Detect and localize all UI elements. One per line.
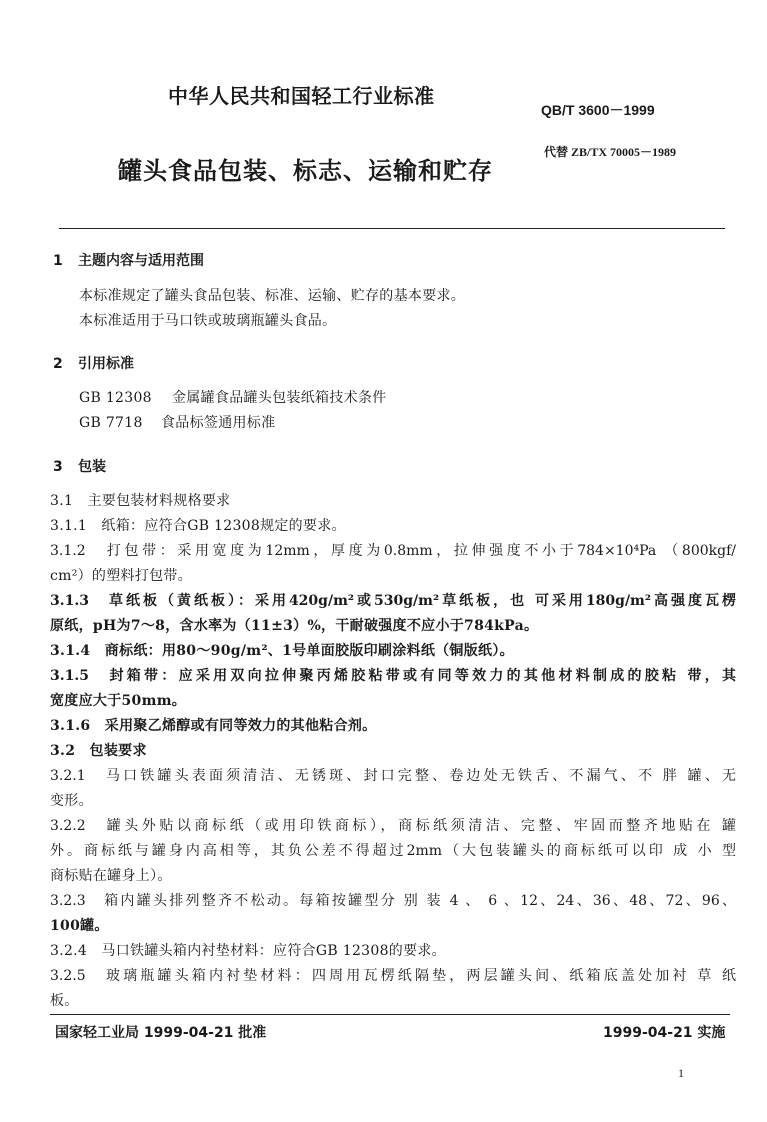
document-title: 罐头食品包装、标志、运输和贮存 <box>118 157 493 185</box>
section-2-title: 引用标准 <box>78 356 134 372</box>
clause-3-2-1-line-1: 3.2.1 马口铁罐头表面须清洁、无锈斑、封口完整、卷边处无铁舌、不漏气、不 胖 罐、无 <box>50 768 736 784</box>
reference-code: GB 12308 <box>79 390 152 406</box>
clause-3-2-4: 3.2.4 马口铁罐头箱内衬垫材料：应符合GB 12308的要求。 <box>50 943 446 959</box>
clause-3-2-2-line-3: 商标贴在罐身上）。 <box>50 868 172 884</box>
clause-3-2-5-line-2: 板。 <box>50 993 79 1009</box>
clause-3-2-heading: 3.2 包装要求 <box>50 743 147 759</box>
clause-3-1-3-line-2: 原纸，pH为7～8，含水率为（11±3）%，干耐破强度不应小于784kPa。 <box>50 618 539 634</box>
issuing-authority-title: 中华人民共和国轻工行业标准 <box>168 84 435 108</box>
clause-3-2-1-line-2: 变形。 <box>50 793 93 809</box>
clause-3-1-3-line-1: 3.1.3 草纸板（黄纸板）：采用420g/m²或530g/m²草纸板，也 可采用180g/m²高强度瓦楞 <box>50 593 736 609</box>
section-1-paragraph-1: 本标准规定了罐头食品包装、标准、运输、贮存的基本要求。 <box>79 288 466 304</box>
clause-3-1-6: 3.1.6 采用聚乙烯醇或有同等效力的其他粘合剂。 <box>50 718 377 734</box>
replaces-standard: 代替 ZB/TX 70005－1989 <box>544 145 677 159</box>
reference-code: GB 7718 <box>79 415 143 431</box>
section-3-number: 3 <box>53 459 63 475</box>
section-2-heading <box>53 353 134 373</box>
page-number: 1 <box>678 1066 684 1080</box>
clause-3-1-2-line-2: cm²）的塑料打包带。 <box>50 568 193 584</box>
section-2-number: 2 <box>53 356 63 372</box>
section-1-heading <box>53 250 204 270</box>
clause-3-1-4: 3.1.4 商标纸：用80～90g/m²、1号单面胶版印刷涂料纸（铜版纸）。 <box>50 643 514 659</box>
clause-3-1-5-line-2: 宽度应大于50mm。 <box>50 693 187 709</box>
clause-3-2-2-line-2: 外。商标纸与罐身内高相等，其负公差不得超过2mm（大包装罐头的商标纸可以印 成 小 型 <box>50 843 736 859</box>
reference-title: 食品标签通用标准 <box>161 415 276 431</box>
section-3-title: 包装 <box>78 459 106 475</box>
section-1-paragraph-2: 本标准适用于马口铁或玻璃瓶罐头食品。 <box>79 313 337 329</box>
clause-3-2-3-line-2: 100罐。 <box>50 918 109 934</box>
standard-code: QB/T 3600－1999 <box>541 102 655 118</box>
reference-item <box>79 387 387 407</box>
section-3-heading <box>53 456 106 476</box>
clause-3-2-5-line-1: 3.2.5 玻璃瓶罐头箱内衬垫材料：四周用瓦楞纸隔垫，两层罐头间、纸箱底盖处加衬 草 纸 <box>50 968 736 984</box>
approval-statement: 国家轻工业局 1999-04-21 批准 <box>55 1025 267 1041</box>
clause-3-1-2-line-1: 3.1.2 打包带：采用宽度为12mm，厚度为0.8mm，拉伸强度不小于784×10⁴Pa （800kgf/ <box>50 543 736 559</box>
clause-3-2-2-line-1: 3.2.2 罐头外贴以商标纸（或用印铁商标），商标纸须清洁、完整、牢固而整齐地贴在 罐 <box>50 818 736 834</box>
clause-3-1-heading: 3.1 主要包装材料规格要求 <box>50 493 231 509</box>
clause-3-1-1: 3.1.1 纸箱：应符合GB 12308规定的要求。 <box>50 518 346 534</box>
footer-divider <box>50 1014 730 1015</box>
header-divider <box>59 228 725 229</box>
clause-3-2-3-line-1: 3.2.3 箱内罐头排列整齐不松动。每箱按罐型分 别 装 4 、 6 、12、24、36、48、72、96、 <box>50 893 736 909</box>
clause-3-1-5-line-1: 3.1.5 封箱带：应采用双向拉伸聚丙烯胶粘带或有同等效力的其他材料制成的胶粘 带，其 <box>50 668 736 684</box>
section-1-number: 1 <box>53 253 63 269</box>
reference-title: 金属罐食品罐头包装纸箱技术条件 <box>172 390 387 406</box>
effective-date: 1999-04-21 实施 <box>603 1025 726 1041</box>
section-1-title: 主题内容与适用范围 <box>78 253 204 269</box>
reference-item <box>79 412 275 432</box>
